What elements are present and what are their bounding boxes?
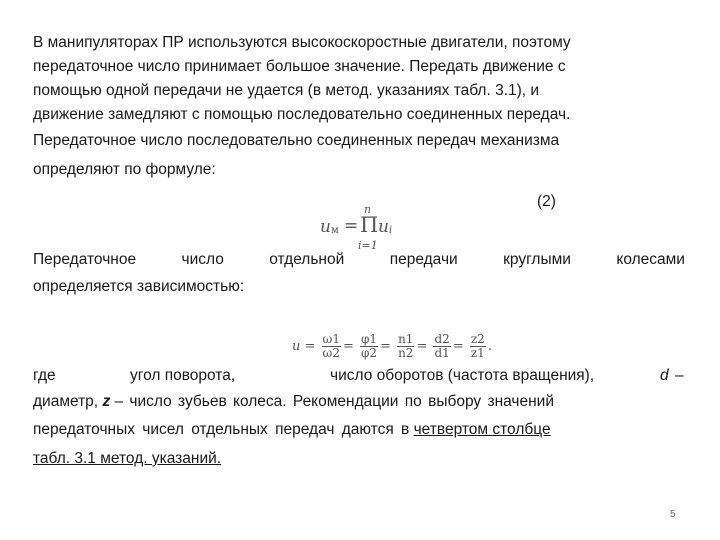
formula-product <box>320 203 400 253</box>
word: Передаточное <box>33 251 137 268</box>
fraction: $\frac{\omega 1}{\omega 2}$ <box>322 332 340 360</box>
fraction: $\frac{\varphi 1}{\varphi 2}$ <box>361 332 378 360</box>
formula-ratio: u = $\frac{\omega 1}{\omega 2}$ = $\frac{\varphi 1}{\varphi 2}$ = $\frac{n1}{n2}$ = $\frac{d2}{d1}$ = $\frac{z2}{z1}$ . <box>292 332 492 360</box>
formula-lhs-sub: м <box>331 225 339 236</box>
product-symbol: Π <box>360 213 379 237</box>
text-line: определяют по формуле: <box>33 161 216 178</box>
word: колесами <box>616 251 685 268</box>
word: где <box>33 367 56 384</box>
text-line: передаточное число принимает большое значение. Передать движение с <box>33 58 566 75</box>
page-number: 5 <box>670 509 676 520</box>
text-line-justified <box>33 250 685 270</box>
formula-number: (2) <box>537 193 556 210</box>
fraction: $\frac{n1}{n2}$ <box>398 332 414 360</box>
text-line-underlined: табл. 3.1 метод. указаний. <box>33 450 222 467</box>
fraction: $\frac{d2}{d1}$ <box>434 332 450 360</box>
word: передачи <box>389 251 458 268</box>
formula2-lhs: u = <box>292 339 316 354</box>
text-line <box>33 420 685 440</box>
formula-lhs: u <box>320 217 331 237</box>
word: отдельной <box>269 251 345 268</box>
symbol-z: z <box>102 393 111 410</box>
formula-eq: = <box>344 216 359 236</box>
word: число <box>181 251 224 268</box>
word: диаметр, <box>33 393 99 410</box>
formula-term: u <box>378 217 389 237</box>
text-line <box>33 392 685 412</box>
phrase: число оборотов (частота вращения), <box>330 367 595 384</box>
phrase: передаточных чисел отдельных передач даются в <box>33 421 410 438</box>
word: круглыми <box>503 251 571 268</box>
text-line <box>33 366 685 386</box>
product-upper: n <box>364 203 372 216</box>
underlined-link-text: четвертом столбце <box>413 421 551 438</box>
phrase: – число зубьев колеса. Рекомендации по выбору значений <box>114 393 554 410</box>
formula-term-sub: i <box>389 225 393 236</box>
symbol-d: d <box>660 367 669 384</box>
text-line: определяется зависимостью: <box>33 278 245 295</box>
text-line: помощью одной передачи не удается (в метод. указаниях табл. 3.1), и <box>33 82 540 99</box>
phrase: угол поворота, <box>130 367 236 384</box>
dash: – <box>675 367 684 384</box>
text-line: движение замедляют с помощью последовательно соединенных передач. <box>33 106 571 123</box>
text-line: В манипуляторах ПР используются высокоскоростные двигатели, поэтому <box>33 34 571 51</box>
text-line: Передаточное число последовательно соединенных передач механизма <box>33 132 560 149</box>
fraction: $\frac{z2}{z1}$ <box>470 332 485 360</box>
product-lower: i=1 <box>358 239 378 252</box>
